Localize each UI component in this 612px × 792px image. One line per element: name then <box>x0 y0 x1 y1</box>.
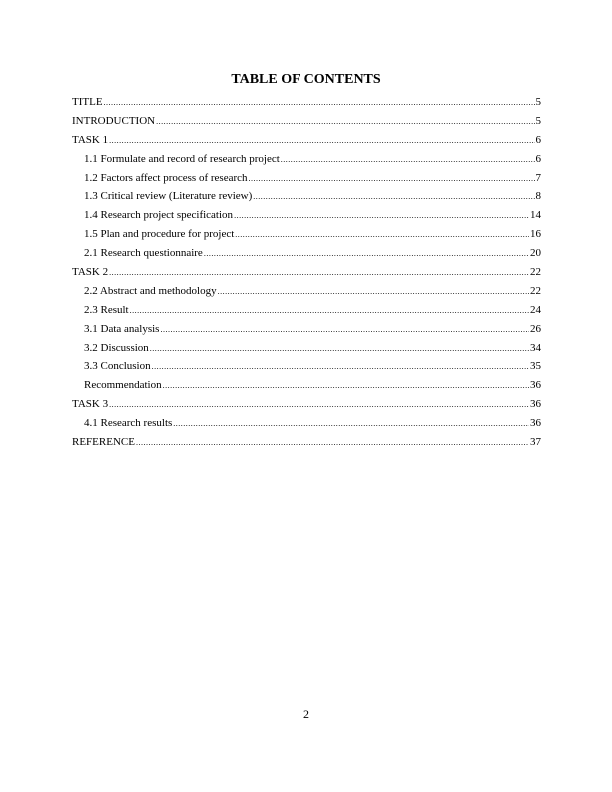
toc-entry[interactable] <box>72 397 541 416</box>
toc-dot-leader <box>160 322 529 337</box>
toc-entry[interactable] <box>72 378 541 397</box>
toc-dot-leader <box>249 171 535 186</box>
toc-entry-page: 5 <box>535 96 541 108</box>
toc-entry[interactable] <box>72 114 541 133</box>
toc-entry[interactable] <box>72 359 541 378</box>
toc-entry-label: 2.2 Abstract and methodology <box>84 284 217 297</box>
toc-entry-label: REFERENCE <box>72 436 135 449</box>
toc-entry[interactable] <box>72 227 541 246</box>
toc-entry[interactable] <box>72 152 541 171</box>
toc-entry-page: 16 <box>530 228 541 241</box>
toc-entry-page: 8 <box>535 190 541 203</box>
toc-entry-label: 4.1 Research results <box>84 417 173 430</box>
toc-entry-page: 6 <box>535 133 541 146</box>
toc-entry[interactable] <box>72 284 541 303</box>
toc-dot-leader <box>173 416 529 431</box>
toc-entry-label: 1.2 Factors affect process of research <box>84 171 248 184</box>
toc-dot-leader <box>281 152 535 167</box>
toc-entry-page: 22 <box>530 284 541 297</box>
toc-entry[interactable] <box>72 133 541 152</box>
toc-entry[interactable] <box>72 95 541 114</box>
toc-dot-leader <box>109 133 534 148</box>
page-number: 2 <box>303 707 309 721</box>
toc-entry-label: 3.1 Data analysis <box>84 322 160 335</box>
toc-entry-page: 36 <box>530 398 541 411</box>
toc-entry-label: 2.3 Result <box>84 303 129 316</box>
toc-dot-leader <box>235 227 529 242</box>
toc-entry-label: Recommendation <box>84 379 162 392</box>
toc-entry-label: 1.1 Formulate and record of research project <box>84 152 280 165</box>
toc-dot-leader <box>104 95 535 110</box>
toc-entry-label: 2.1 Research questionnaire <box>84 247 203 260</box>
toc-entry[interactable] <box>72 265 541 284</box>
toc-entry-page: 35 <box>530 360 541 373</box>
toc-entry-label: INTRODUCTION <box>72 114 156 127</box>
toc-entry-label: 1.3 Critical review (Literature review) <box>84 190 253 203</box>
toc-entry-page: 26 <box>530 322 541 335</box>
toc-dot-leader <box>109 397 529 412</box>
toc-entry[interactable] <box>72 341 541 360</box>
toc-entry-label: 1.5 Plan and procedure for project <box>84 228 235 241</box>
toc-dot-leader <box>204 246 529 261</box>
toc-dot-leader <box>150 341 529 356</box>
page-title: TABLE OF CONTENTS <box>231 72 381 87</box>
toc-entry-page: 6 <box>535 152 541 165</box>
toc-entry-label: 3.2 Discussion <box>84 341 149 354</box>
toc-entry[interactable] <box>72 171 541 190</box>
toc-dot-leader <box>130 303 529 318</box>
toc-entry[interactable] <box>72 189 541 208</box>
toc-entry[interactable] <box>72 246 541 265</box>
toc-dot-leader <box>156 114 534 129</box>
toc-entry-label: TASK 1 <box>72 133 109 146</box>
toc-entry-page: 37 <box>530 436 541 449</box>
toc-dot-leader <box>253 189 534 204</box>
toc-entry-label: 3.3 Conclusion <box>84 360 151 373</box>
toc-entry-page: 22 <box>530 266 541 279</box>
toc-entry-label: 1.4 Research project specification <box>84 209 234 222</box>
toc-dot-leader <box>152 359 529 374</box>
toc-entry[interactable] <box>72 435 541 454</box>
toc-entry-page: 20 <box>530 247 541 260</box>
toc-entry-page: 34 <box>530 341 541 354</box>
toc-entry-label: TASK 3 <box>72 398 109 411</box>
toc-entry[interactable] <box>72 303 541 322</box>
toc-entry-page: 24 <box>530 303 541 316</box>
toc-entry-label: TITLE <box>72 96 103 108</box>
table-of-contents <box>72 95 541 454</box>
toc-entry-page: 5 <box>535 114 541 127</box>
toc-entry-page: 14 <box>530 209 541 222</box>
toc-entry-page: 36 <box>530 417 541 430</box>
toc-dot-leader <box>109 265 529 280</box>
toc-entry-page: 36 <box>530 379 541 392</box>
toc-entry-page: 7 <box>535 171 541 184</box>
toc-entry[interactable] <box>72 322 541 341</box>
toc-dot-leader <box>234 208 529 223</box>
toc-entry[interactable] <box>72 208 541 227</box>
toc-entry-label: TASK 2 <box>72 266 109 279</box>
toc-dot-leader <box>218 284 529 299</box>
toc-dot-leader <box>163 378 529 393</box>
toc-dot-leader <box>136 435 529 450</box>
toc-entry[interactable] <box>72 416 541 435</box>
